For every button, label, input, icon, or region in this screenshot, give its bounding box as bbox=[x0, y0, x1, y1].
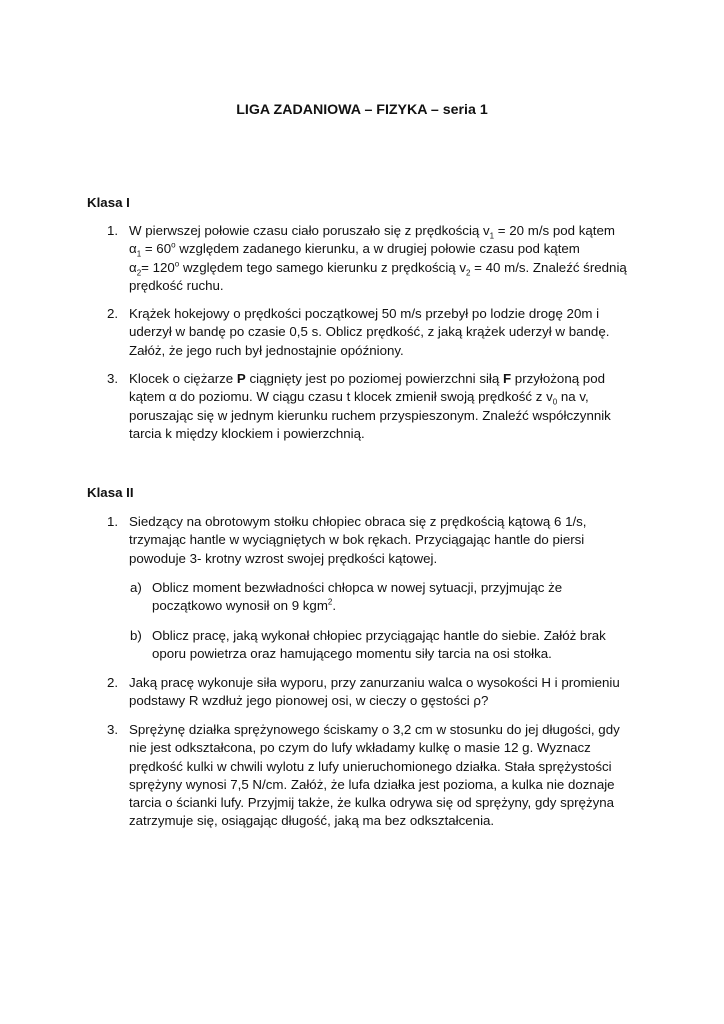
problem-1-1 bbox=[107, 222, 637, 295]
problem-line: Sprężynę działka sprężynowego ściskamy o 3,2 cm w stosunku do jej długości, gdy bbox=[129, 722, 620, 737]
problem-line: W pierwszej połowie czasu ciało poruszało się z prędkością $v_1 = 20$ m/s pod kątem bbox=[129, 223, 615, 241]
problem-line: podstawy R wzdłuż jego pionowej osi, w cieczy o gęstości ρ? bbox=[129, 693, 489, 709]
problem-line: kątem α do poziomu. W ciągu czasu t klocek zmienił swoją prędkość z $v_0$ na v, bbox=[129, 389, 589, 407]
problem-line: powoduje 3- krotny wzrost swojej prędkości kątowej. bbox=[129, 550, 438, 566]
problem-line: tarcia o ścianki lufy. Przyjmij także, że kulka odrywa się od sprężyny, gdy sprężyna bbox=[129, 795, 615, 811]
problem-number: 2. bbox=[107, 675, 119, 690]
subproblem-label: a) bbox=[130, 580, 142, 595]
section-heading-klasa-2: Klasa II bbox=[87, 485, 134, 500]
problem-line: Siedzący na obrotowym stołku chłopiec obraca się z prędkością kątową 6 1/s, bbox=[129, 514, 587, 529]
problem-line: Oblicz moment bezwładności chłopca w nowej sytuacji, przyjmując że bbox=[152, 580, 563, 595]
problem-number: 1. bbox=[107, 223, 119, 238]
problem-number: 2. bbox=[107, 306, 119, 321]
problem-line: oporu powietrza oraz hamującego momentu siły tarcia na osi stołka. bbox=[152, 646, 552, 662]
subproblem-label: b) bbox=[130, 628, 142, 643]
problem-line: nie jest odkształcona, po czym do lufy wkładamy kulkę o masie 12 g. Wyznacz bbox=[129, 740, 591, 756]
problem-line: trzymając hantle w wyciągniętych w bok rękach. Przyciągając hantle do piersi bbox=[129, 532, 585, 548]
problem-line: początkowo wynosił on 9 kgm$^2$. bbox=[152, 597, 337, 614]
problem-line: tarcia k między klockiem i powierzchnią. bbox=[129, 425, 365, 441]
problem-line: prędkość ruchu. bbox=[129, 277, 224, 293]
problem-line: sprężyny wynosi 7,5 N/cm. Załóż, że lufa działka jest pozioma, a kulka nie doznaje bbox=[129, 776, 615, 792]
problem-line: prędkość kulki w chwili wylotu z lufy unieruchomionego działka. Stała sprężystości bbox=[129, 758, 612, 774]
problem-line: Jaką pracę wykonuje siła wyporu, przy zanurzaniu walca o wysokości H i promieniu bbox=[129, 675, 620, 690]
problem-line: Klocek o ciężarze P ciągnięty jest po poziomej powierzchni siłą F przyłożoną pod bbox=[129, 371, 605, 386]
problem-line: $\alpha_2= 120^o$ względem tego samego kierunku z prędkością $v_2 = 40$ m/s. Znaleźć średnią bbox=[129, 259, 627, 278]
problem-1-3 bbox=[107, 370, 637, 443]
problem-line: $\alpha_1 = 60^o$ względem zadanego kierunku, a w drugiej połowie czasu pod kątem bbox=[129, 240, 580, 259]
problem-line: Krążek hokejowy o prędkości początkowej 50 m/s przebył po lodzie drogę 20m i bbox=[129, 306, 600, 321]
subproblem-a bbox=[130, 579, 640, 616]
problem-2-2 bbox=[107, 674, 637, 711]
problem-line: uderzył w bandę po czasie 0,5 s. Oblicz prędkość, z jaką krążek uderzył w bandę. bbox=[129, 324, 610, 340]
section-heading-klasa-1: Klasa I bbox=[87, 195, 130, 210]
problem-1-2 bbox=[107, 305, 637, 360]
problem-2-3 bbox=[107, 721, 637, 831]
problem-line: zatrzymuje się, osiągając długość, jaką ma bez odkształcenia. bbox=[129, 813, 495, 829]
subproblem-b bbox=[130, 627, 640, 664]
problem-line: poruszając się w jednym kierunku ruchem przyspieszonym. Znaleźć współczynnik bbox=[129, 407, 611, 423]
problem-number: 3. bbox=[107, 371, 119, 386]
document-title: LIGA ZADANIOWA – FIZYKA – seria 1 bbox=[236, 102, 488, 118]
problem-line: Oblicz pracę, jaką wykonał chłopiec przyciągając hantle do siebie. Załóż brak bbox=[152, 628, 606, 643]
problem-number: 3. bbox=[107, 722, 119, 737]
problem-2-1 bbox=[107, 513, 637, 568]
problem-number: 1. bbox=[107, 514, 119, 529]
problem-line: Załóż, że jego ruch był jednostajnie opóźniony. bbox=[129, 342, 404, 358]
